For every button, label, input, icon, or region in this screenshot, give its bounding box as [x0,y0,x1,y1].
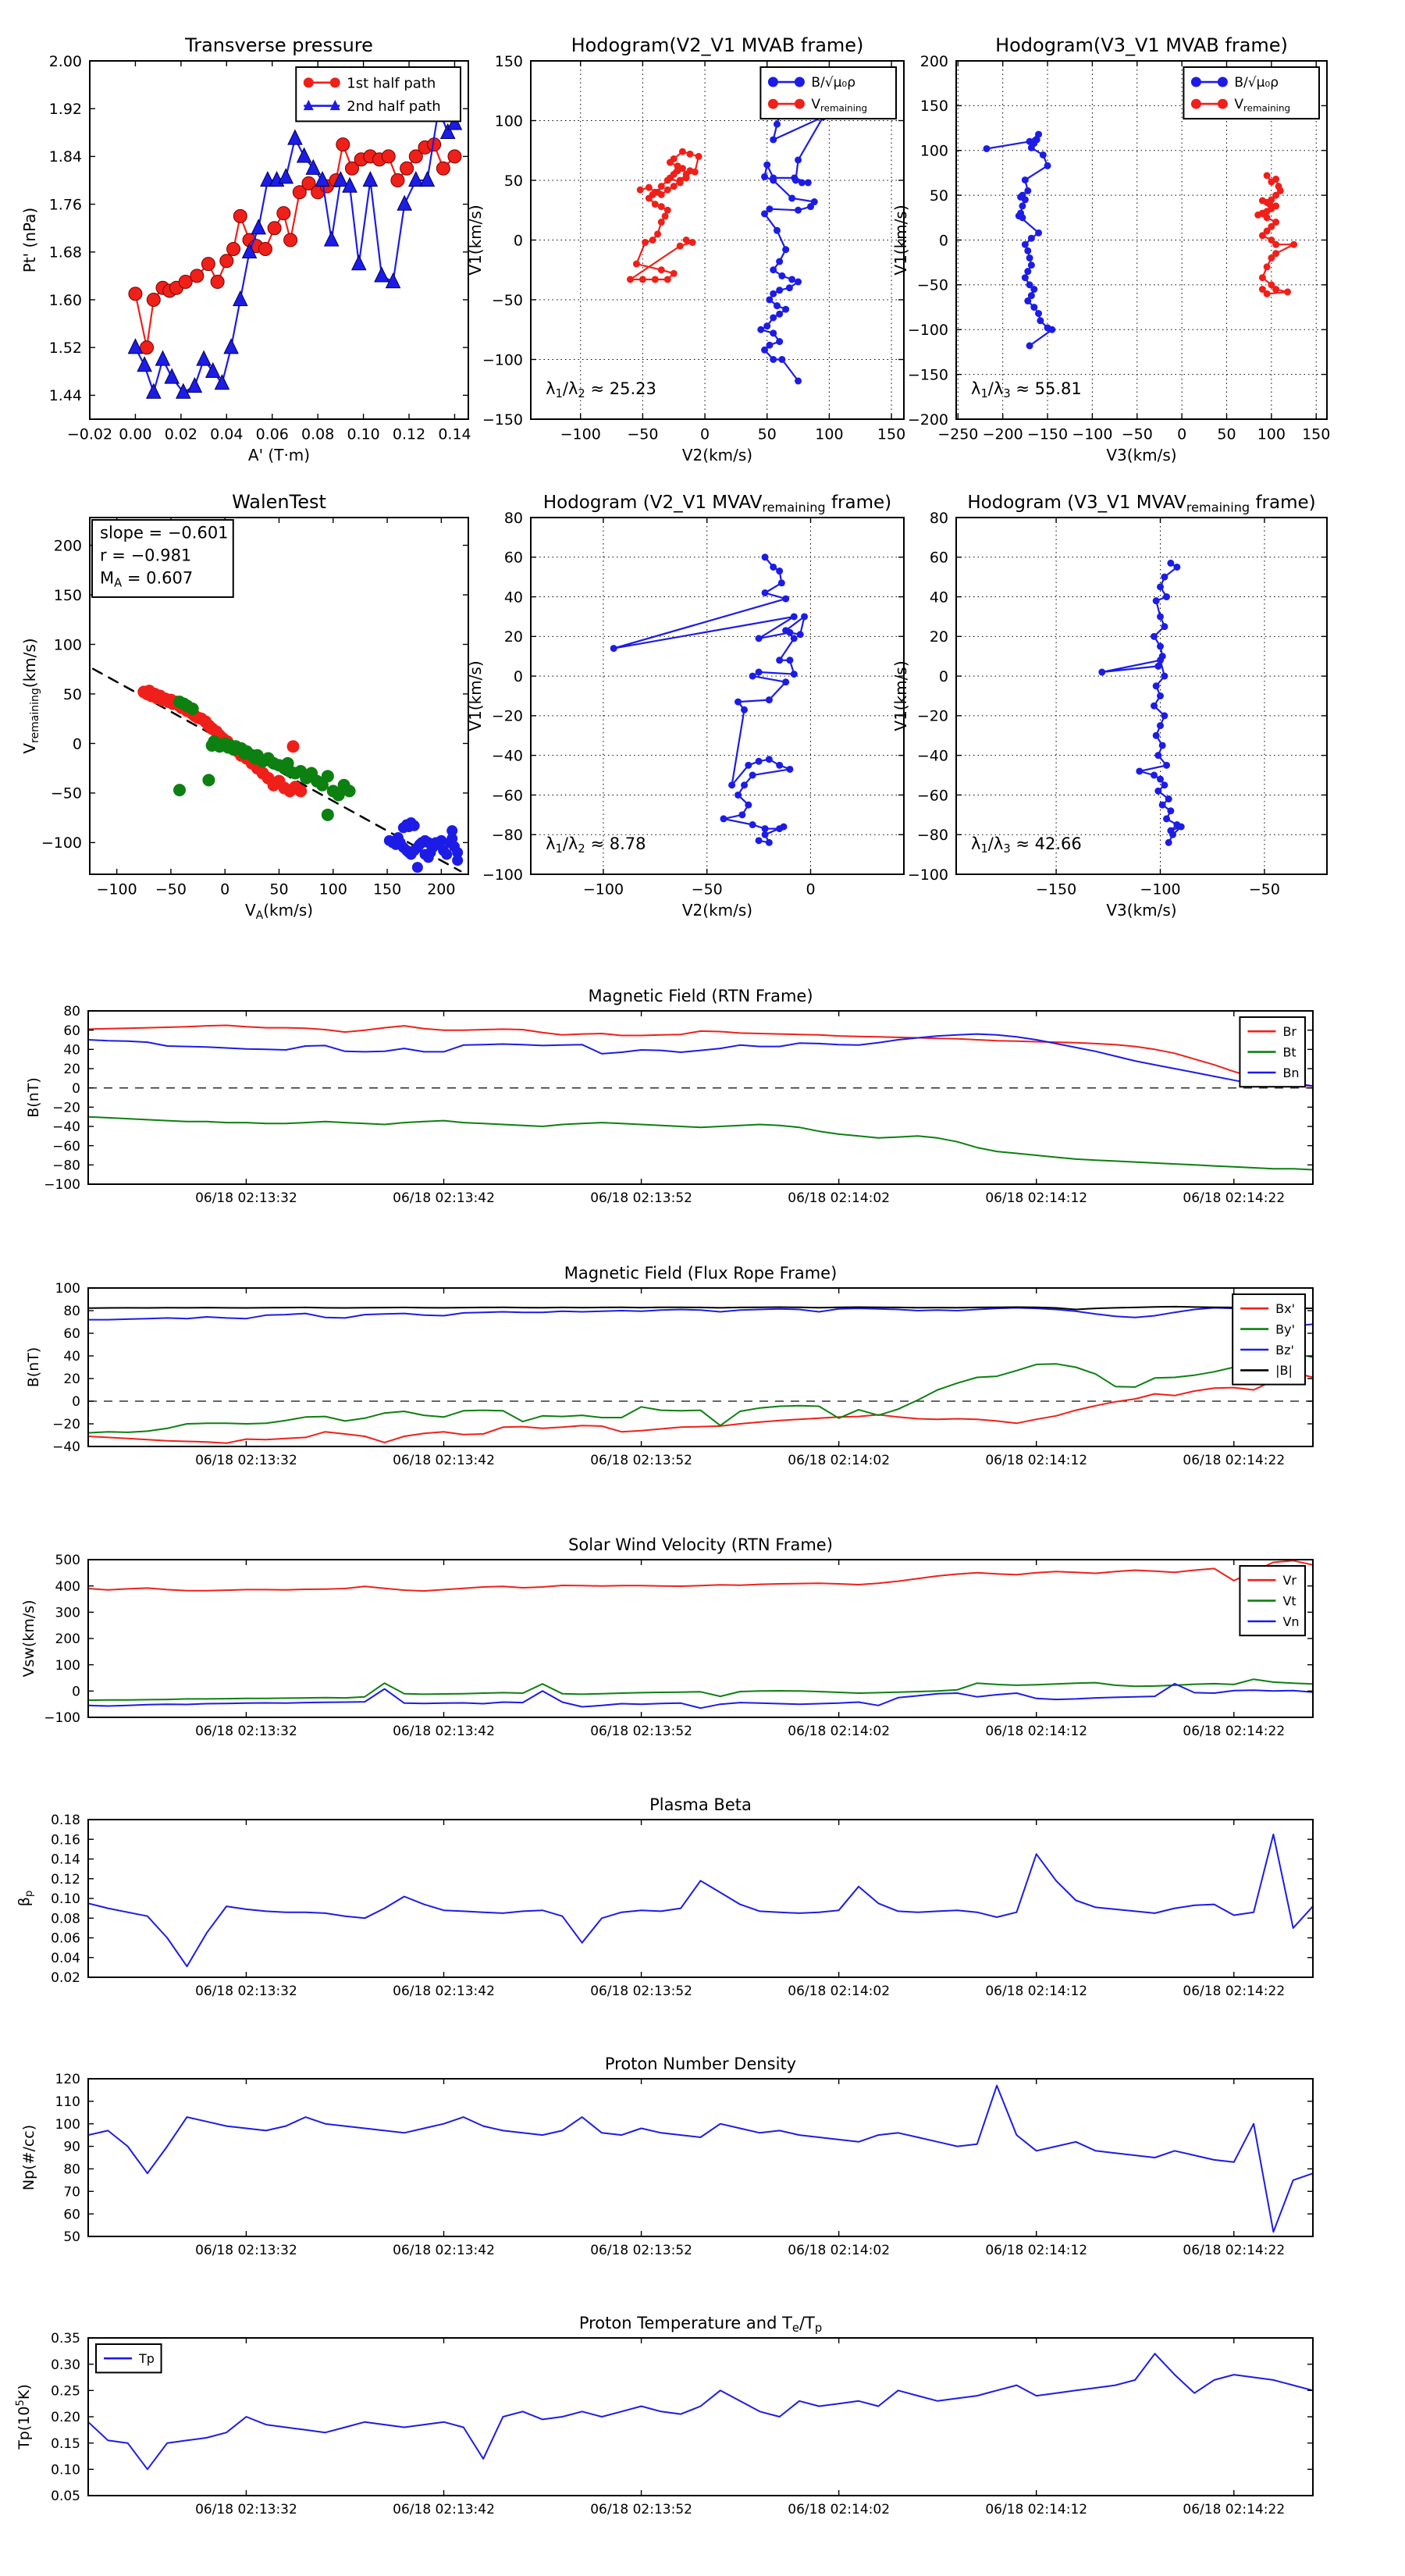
title-proton-density: Proton Number Density [604,2055,797,2073]
svg-text:06/18 02:13:32: 06/18 02:13:32 [195,2242,297,2258]
svg-text:60: 60 [63,1326,80,1343]
svg-text:2nd half path: 2nd half path [347,98,441,116]
series-b-over-sqrt-mu0rho [984,131,1056,350]
svg-text:V2(km/s): V2(km/s) [681,901,753,920]
svg-text:0.02: 0.02 [51,1970,80,1987]
svg-text:06/18 02:13:32: 06/18 02:13:32 [195,1723,297,1739]
svg-text:06/18 02:13:42: 06/18 02:13:42 [393,2501,495,2517]
legend-b-fluxrope [1232,1294,1305,1385]
svg-text:200: 200 [53,537,82,555]
svg-text:λ1/λ3 ≈ 55.81: $\lambda_1/\lambda_3 \approx 55.81$ [971,379,1082,401]
svg-text:0.20: 0.20 [51,2410,80,2426]
svg-text:slope = −0.601: slope = −0.601 [100,523,229,543]
svg-text:Tp(105K): $Tp(10^5K)$ [14,2384,33,2450]
svg-text:0.18: 0.18 [51,1813,80,1829]
series-Vr [88,1560,1313,1591]
svg-text:0.10: 0.10 [51,1891,80,1908]
svg-text:0.30: 0.30 [51,2357,80,2373]
svg-text:1st half path: 1st half path [347,75,436,92]
svg-text:1.68: 1.68 [48,244,82,262]
svg-text:−100: −100 [907,866,948,884]
svg-text:Bt: Bt [1282,1044,1297,1060]
svg-text:0.12: 0.12 [51,1871,80,1888]
svg-text:Bz': Bz' [1275,1342,1294,1357]
svg-text:06/18 02:13:52: 06/18 02:13:52 [590,1983,692,1999]
svg-text:0.06: 0.06 [255,425,289,443]
svg-text:60: 60 [63,1023,80,1039]
svg-text:150: 150 [494,52,523,70]
chart-hodogram-v3v1-mvab [891,34,1330,464]
svg-text:Bx': Bx' [1275,1300,1296,1316]
svg-text:−100: −100 [482,351,523,369]
svg-text:06/18 02:13:32: 06/18 02:13:32 [195,1452,297,1468]
svg-text:0.06: 0.06 [51,1930,80,1947]
legend-proton-temperature [96,2344,162,2372]
series-v-remaining [1254,172,1297,297]
svg-text:−20: −20 [491,707,523,725]
svg-text:−50: −50 [691,881,723,898]
svg-text:−40: −40 [52,1119,80,1136]
svg-text:By': By' [1275,1322,1296,1337]
svg-text:80: 80 [929,509,948,527]
svg-text:80: 80 [63,2161,80,2178]
series-first-half-path [129,138,461,354]
svg-text:400: 400 [55,1578,80,1595]
svg-text:Vremaining(km/s): $V_{remaining}(km/s)$ [20,638,41,754]
svg-text:150: 150 [1302,425,1331,443]
svg-text:06/18 02:14:12: 06/18 02:14:12 [985,2501,1088,2517]
svg-text:0: 0 [700,425,710,443]
svg-text:−100: −100 [907,322,948,340]
svg-text:06/18 02:13:42: 06/18 02:13:42 [393,1190,495,1206]
svg-text:06/18 02:13:32: 06/18 02:13:32 [195,1983,297,1999]
title-proton-temperature: Proton Temperature and $T_e/T_p$ [578,2314,823,2336]
chart-transverse-pressure [20,34,471,464]
title-b-fluxrope: Magnetic Field (Flux Rope Frame) [564,1264,838,1283]
svg-text:50: 50 [63,2229,80,2246]
svg-text:−100: −100 [1072,425,1113,443]
svg-text:|B|: |B| [1275,1363,1293,1379]
svg-text:−150: −150 [1035,881,1077,898]
svg-text:−150: −150 [482,411,523,429]
svg-text:−60: −60 [916,787,948,805]
svg-text:Vremaining: Vremaining [1234,97,1291,114]
svg-text:06/18 02:14:12: 06/18 02:14:12 [985,1983,1088,1999]
svg-text:100: 100 [55,2116,80,2133]
svg-text:40: 40 [503,589,523,607]
chart-hodogram-v2v1-mvab [466,34,905,464]
series-Tp [88,2354,1313,2469]
svg-text:0.05: 0.05 [51,2489,80,2505]
svg-text:B/√μ₀ρ: B/√μ₀ρ [1234,75,1279,91]
svg-text:100: 100 [1257,425,1286,443]
svg-text:Vn: Vn [1282,1614,1300,1629]
svg-text:0: 0 [1177,425,1187,443]
legend-hodogram-v2v1-mvab [760,67,896,119]
chart-b-fluxrope [25,1264,1313,1468]
svg-text:06/18 02:13:52: 06/18 02:13:52 [590,1190,692,1206]
svg-text:−100: −100 [44,1710,80,1727]
chart-vsw-rtn [20,1535,1313,1739]
legend-vsw-rtn [1240,1566,1305,1635]
svg-text:0: 0 [72,1080,80,1097]
svg-text:150: 150 [877,425,906,443]
svg-text:0: 0 [938,667,948,685]
title-transverse-pressure: Transverse pressure [185,34,373,56]
svg-text:100: 100 [318,881,347,898]
svg-text:90: 90 [63,2139,80,2155]
svg-text:60: 60 [63,2207,80,2223]
svg-text:λ1/λ2 ≈ 8.78: $\lambda_1/\lambda_2 \approx 8.78$ [546,834,646,856]
svg-text:−200: −200 [907,411,948,429]
svg-text:Bn: Bn [1282,1065,1300,1080]
svg-text:100: 100 [494,112,523,130]
chart-proton-density [20,2055,1313,2258]
svg-text:06/18 02:14:22: 06/18 02:14:22 [1183,1983,1286,1999]
svg-text:100: 100 [55,1281,80,1297]
svg-text:100: 100 [55,1657,80,1674]
svg-text:−60: −60 [52,1138,80,1155]
chart-hodogram-v2v1-mvav [466,493,904,920]
svg-text:20: 20 [929,628,948,646]
svg-text:150: 150 [53,586,82,604]
svg-text:0.08: 0.08 [301,425,335,443]
svg-text:βp: βp [16,1890,35,1907]
svg-text:0.14: 0.14 [51,1852,80,1868]
svg-text:0.14: 0.14 [438,425,471,443]
svg-text:B(nT): B(nT) [25,1347,42,1388]
svg-text:06/18 02:14:22: 06/18 02:14:22 [1183,2242,1286,2258]
svg-text:06/18 02:14:12: 06/18 02:14:12 [985,2242,1088,2258]
svg-text:−80: −80 [916,827,948,845]
svg-text:−50: −50 [1248,881,1280,898]
svg-text:1.60: 1.60 [48,291,82,309]
svg-text:−200: −200 [982,425,1023,443]
svg-text:80: 80 [63,1004,80,1020]
svg-text:0: 0 [806,881,816,898]
svg-text:50: 50 [929,187,948,205]
svg-text:−250: −250 [937,425,979,443]
svg-text:06/18 02:14:02: 06/18 02:14:02 [788,1983,891,1999]
svg-text:VA(km/s): $V_A(km/s)$ [244,901,314,923]
series-walen-cluster [384,817,463,873]
svg-text:0.04: 0.04 [210,425,244,443]
svg-text:0.15: 0.15 [51,2435,80,2452]
svg-text:0.08: 0.08 [51,1911,80,1927]
svg-text:MA = 0.607: $M_A = 0.607$ [100,568,194,590]
svg-text:−20: −20 [916,707,948,725]
svg-text:−100: −100 [560,425,601,443]
svg-text:0.04: 0.04 [51,1950,80,1966]
svg-text:06/18 02:13:42: 06/18 02:13:42 [393,1723,495,1739]
chart-b-rtn [25,987,1313,1206]
svg-text:40: 40 [63,1349,80,1365]
svg-text:V3(km/s): V3(km/s) [1106,446,1177,465]
svg-text:V1(km/s): V1(km/s) [891,660,910,731]
svg-text:−100: −100 [1140,881,1181,898]
svg-text:06/18 02:13:32: 06/18 02:13:32 [195,1190,297,1206]
series-By-prime [88,1354,1313,1433]
svg-text:2.00: 2.00 [48,52,82,70]
svg-text:0: 0 [72,1684,80,1700]
svg-text:200: 200 [919,52,948,70]
svg-text:−100: −100 [582,881,624,898]
svg-text:0: 0 [72,1394,80,1411]
svg-text:06/18 02:14:02: 06/18 02:14:02 [788,1190,891,1206]
svg-text:V2(km/s): V2(km/s) [681,446,753,465]
svg-text:−100: −100 [482,866,523,884]
svg-text:06/18 02:14:12: 06/18 02:14:12 [985,1723,1088,1739]
title-vsw-rtn: Solar Wind Velocity (RTN Frame) [568,1535,833,1554]
svg-text:300: 300 [55,1605,80,1621]
svg-text:−20: −20 [52,1100,80,1116]
svg-text:λ1/λ3 ≈ 42.66: $\lambda_1/\lambda_3 \approx 42.66$ [971,834,1082,856]
svg-text:Vremaining: Vremaining [811,97,868,114]
svg-text:−50: −50 [491,291,523,309]
svg-text:−100: −100 [41,834,82,852]
svg-text:06/18 02:14:02: 06/18 02:14:02 [788,2242,891,2258]
svg-text:0.10: 0.10 [51,2462,80,2478]
svg-text:0.25: 0.25 [51,2383,80,2400]
svg-text:−40: −40 [916,747,948,765]
chart-walen-test [20,491,468,922]
chart-hodogram-v3v1-mvav [891,493,1327,920]
svg-text:Vt: Vt [1282,1593,1297,1609]
title-hodogram-v3v1-mvab: Hodogram(V3_V1 MVAB frame) [995,34,1288,56]
svg-text:Pt' (nPa): Pt' (nPa) [20,207,39,273]
svg-text:1.52: 1.52 [48,340,82,358]
svg-text:−50: −50 [627,425,659,443]
svg-text:06/18 02:14:22: 06/18 02:14:22 [1183,1190,1286,1206]
svg-text:Vr: Vr [1282,1572,1297,1588]
svg-text:06/18 02:13:42: 06/18 02:13:42 [393,1983,495,1999]
svg-text:40: 40 [929,589,948,607]
svg-text:Tp: Tp [139,2350,155,2366]
svg-text:r = −0.981: r = −0.981 [100,546,192,565]
svg-text:06/18 02:14:22: 06/18 02:14:22 [1183,1723,1286,1739]
svg-text:06/18 02:14:02: 06/18 02:14:02 [788,2501,891,2517]
title-b-rtn: Magnetic Field (RTN Frame) [588,987,813,1005]
svg-text:110: 110 [55,2094,80,2110]
svg-text:200: 200 [55,1631,80,1648]
svg-text:20: 20 [63,1372,80,1388]
svg-text:Vsw(km/s): Vsw(km/s) [20,1599,37,1678]
svg-text:06/18 02:14:12: 06/18 02:14:12 [985,1452,1088,1468]
svg-text:70: 70 [63,2184,80,2201]
svg-text:−40: −40 [491,747,523,765]
svg-text:1.92: 1.92 [48,101,82,119]
svg-text:B/√μ₀ρ: B/√μ₀ρ [811,75,856,91]
svg-text:0: 0 [513,232,523,250]
svg-text:200: 200 [427,881,456,898]
svg-text:−80: −80 [52,1158,80,1174]
series-Bt [88,1117,1313,1170]
svg-text:V1(km/s): V1(km/s) [466,660,485,731]
title-hodogram-v2v1-mvab: Hodogram(V2_V1 MVAB frame) [571,34,864,56]
svg-text:06/18 02:14:02: 06/18 02:14:02 [788,1452,891,1468]
svg-text:0: 0 [220,881,230,898]
svg-text:1.84: 1.84 [48,148,82,166]
svg-text:06/18 02:13:52: 06/18 02:13:52 [590,2242,692,2258]
series-second-half-path [128,100,461,398]
svg-text:−20: −20 [52,1417,80,1433]
svg-text:06/18 02:13:52: 06/18 02:13:52 [590,1452,692,1468]
svg-text:0.00: 0.00 [119,425,152,443]
svg-text:0.16: 0.16 [51,1832,80,1848]
svg-text:06/18 02:14:22: 06/18 02:14:22 [1183,1452,1286,1468]
svg-text:0.02: 0.02 [164,425,198,443]
svg-text:0.35: 0.35 [51,2331,80,2347]
svg-text:06/18 02:13:32: 06/18 02:13:32 [195,2501,297,2517]
series-b-hodogram-path [1098,560,1184,846]
svg-text:150: 150 [919,98,948,116]
svg-text:−150: −150 [907,366,948,384]
svg-text:−50: −50 [1121,425,1153,443]
legend-hodogram-v3v1-mvab [1183,67,1319,119]
svg-text:50: 50 [269,881,289,898]
svg-text:A' (T·m): A' (T·m) [247,446,311,465]
series-Bx-prime [88,1372,1313,1443]
svg-text:V1(km/s): V1(km/s) [466,205,485,276]
legend-transverse-pressure [296,67,461,121]
chart-proton-temperature [15,2314,1313,2517]
title-hodogram-v3v1-mvav: Hodogram (V3_V1 MVAVremaining frame) [967,493,1316,515]
series-Vn [88,1684,1313,1708]
svg-text:−50: −50 [50,785,82,802]
svg-text:−40: −40 [52,1439,80,1456]
svg-text:100: 100 [919,142,948,160]
svg-text:0.12: 0.12 [392,425,426,443]
svg-text:V1(km/s): V1(km/s) [891,205,910,276]
svg-text:60: 60 [929,549,948,567]
svg-text:50: 50 [757,425,777,443]
svg-text:−80: −80 [491,827,523,845]
series-b-over-sqrt-mu0rho [757,103,827,385]
svg-text:−0.02: −0.02 [66,425,113,443]
svg-text:50: 50 [1217,425,1236,443]
series-Br [88,1023,1313,1087]
title-plasma-beta: Plasma Beta [649,1795,752,1814]
title-walen-test: WalenTest [232,491,326,513]
series-Np [88,2086,1313,2233]
svg-text:06/18 02:14:12: 06/18 02:14:12 [985,1190,1088,1206]
svg-text:100: 100 [815,425,844,443]
svg-text:06/18 02:13:52: 06/18 02:13:52 [590,1723,692,1739]
svg-text:−50: −50 [916,276,948,294]
series-Bz-prime [88,1308,1313,1325]
svg-text:100: 100 [53,636,82,654]
legend-b-rtn [1240,1017,1305,1087]
svg-text:0.10: 0.10 [347,425,380,443]
chart-plasma-beta [16,1795,1313,1999]
svg-text:Np(#/cc): Np(#/cc) [20,2124,37,2191]
svg-text:−50: −50 [155,881,187,898]
svg-text:500: 500 [55,1553,80,1569]
series-beta-p [88,1834,1313,1966]
svg-text:B(nT): B(nT) [25,1077,42,1118]
svg-text:V3(km/s): V3(km/s) [1106,901,1177,920]
svg-text:06/18 02:14:22: 06/18 02:14:22 [1183,2501,1286,2517]
svg-text:50: 50 [503,172,523,190]
svg-text:06/18 02:13:52: 06/18 02:13:52 [590,2501,692,2517]
svg-text:−60: −60 [491,787,523,805]
svg-text:20: 20 [63,1062,80,1078]
svg-text:120: 120 [55,2072,80,2088]
svg-text:−100: −100 [44,1177,80,1194]
svg-text:0: 0 [72,735,82,753]
svg-text:60: 60 [503,549,523,567]
svg-text:0: 0 [513,667,523,685]
svg-text:λ1/λ2 ≈ 25.23: $\lambda_1/\lambda_2 \approx 25.23$ [546,379,656,401]
svg-text:40: 40 [63,1042,80,1059]
series-v-remaining [627,148,702,283]
series-Bn [88,1034,1313,1087]
title-hodogram-v2v1-mvav: Hodogram (V2_V1 MVAVremaining frame) [542,493,892,515]
svg-text:−100: −100 [96,881,137,898]
svg-text:06/18 02:13:42: 06/18 02:13:42 [393,2242,495,2258]
svg-text:80: 80 [63,1304,80,1320]
svg-text:06/18 02:14:02: 06/18 02:14:02 [788,1723,891,1739]
svg-text:1.76: 1.76 [48,196,82,214]
svg-text:20: 20 [503,628,523,646]
svg-text:06/18 02:13:42: 06/18 02:13:42 [393,1452,495,1468]
series-b-hodogram-path [610,553,808,846]
svg-text:Br: Br [1282,1023,1297,1039]
svg-text:50: 50 [62,685,82,703]
svg-text:150: 150 [372,881,402,898]
svg-text:1.44: 1.44 [48,387,82,405]
svg-text:80: 80 [503,509,523,527]
svg-text:−150: −150 [1026,425,1069,443]
svg-text:0: 0 [938,232,948,250]
series-B-magnitude [88,1307,1313,1310]
